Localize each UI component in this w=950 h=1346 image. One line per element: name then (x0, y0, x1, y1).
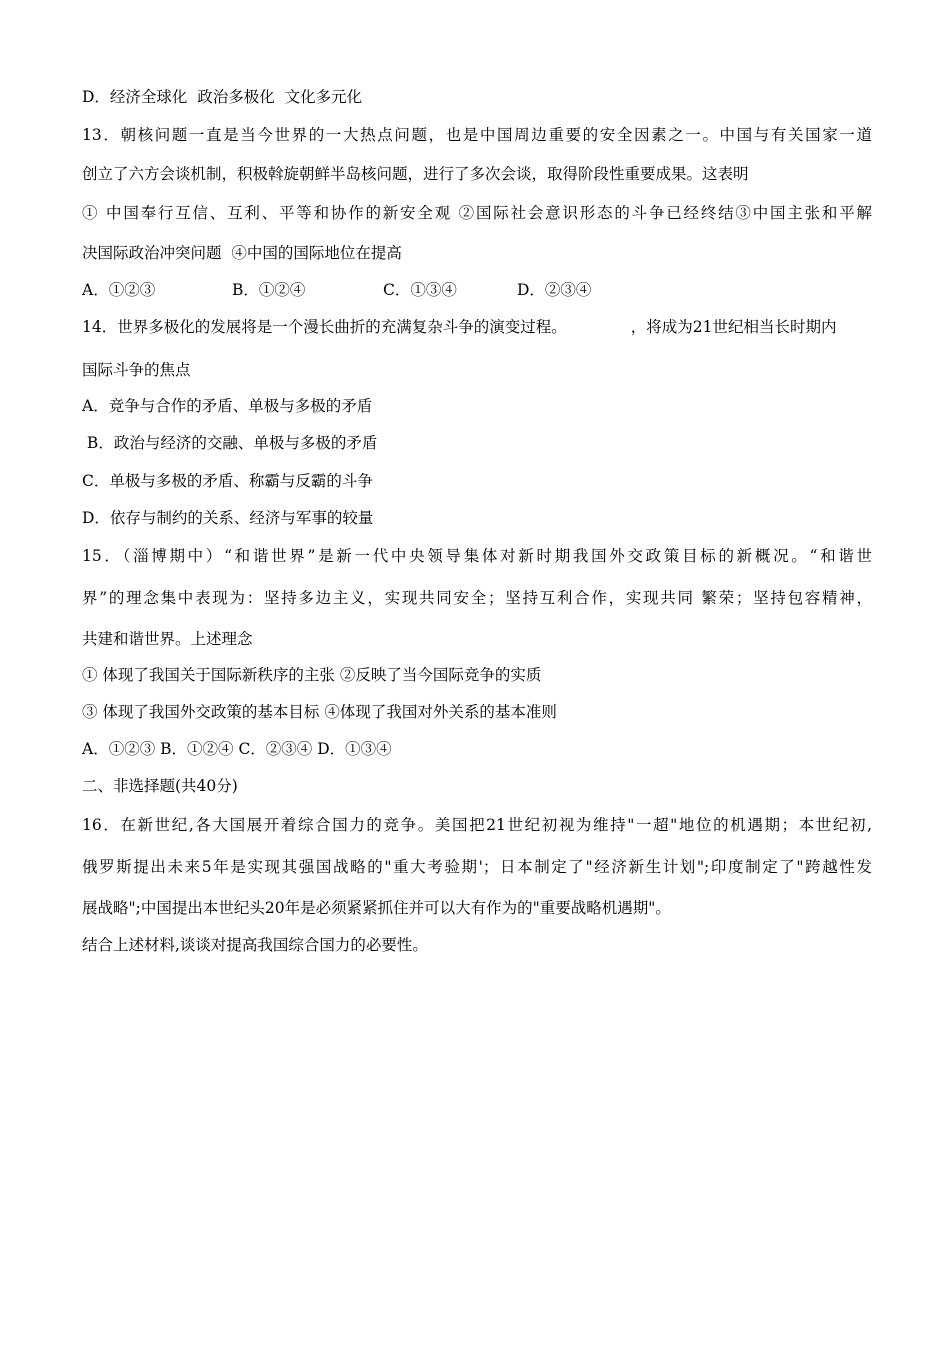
q13-items-line-2: 决国际政治冲突问题 ④中国的国际地位在提高 (82, 244, 402, 262)
q14-option-d: D．依存与制约的关系、经济与军事的较量 (82, 509, 374, 527)
q16-stem-line-1: 16．在新世纪,各大国展开着综合国力的竞争。美国把21世纪初视为维持"一超"地位的机遇期；本世纪初, (82, 816, 872, 834)
q13-option-d: D．②③④ (517, 281, 592, 299)
q16-stem-line-3: 展战略";中国提出本世纪头20年是必须紧紧抓住并可以大有作为的"重要战略机遇期"。 (82, 899, 671, 917)
q14-stem-line-1: 14．世界多极化的发展将是一个漫长曲折的充满复杂斗争的演变过程。 ，将成为21世纪相当长时期内 (82, 318, 837, 336)
q12-option-d: D．经济全球化 政治多极化 文化多元化 (82, 88, 363, 106)
q15-stem-line-1: 15．（淄博期中）“和谐世界”是新一代中央领导集体对新时期我国外交政策目标的新概况。“和谐世 (82, 547, 872, 565)
q14-option-a: A．竞争与合作的矛盾、单极与多极的矛盾 (82, 397, 373, 415)
q13-option-c: C．①③④ (383, 281, 457, 299)
q15-stem-line-3: 共建和谐世界。上述理念 (82, 630, 253, 648)
q16-stem-line-2: 俄罗斯提出未来5年是实现其强国战略的"重大考验期'；日本制定了"经济新生计划";印度制定了"跨越性发 (82, 858, 872, 876)
q13-options (82, 280, 591, 300)
q15-options: A．①②③ B．①②④ C．②③④ D．①③④ (82, 740, 392, 758)
q15-items-line-1: ① 体现了我国关于国际新秩序的主张 ②反映了当今国际竞争的实质 (82, 666, 542, 684)
q14-option-b: B．政治与经济的交融、单极与多极的矛盾 (82, 434, 378, 452)
q13-option-a: A．①②③ (82, 281, 156, 299)
q15-stem-line-2: 界”的理念集中表现为：坚持多边主义，实现共同安全；坚持互利合作，实现共同 繁荣；坚持包容精神， (82, 589, 872, 607)
q13-option-b: B．①②④ (232, 281, 306, 299)
q13-items-line-1: ① 中国奉行互信、互利、平等和协作的新安全观 ②国际社会意识形态的斗争已经终结③中国主张和平解 (82, 204, 872, 222)
section-2-heading: 二、非选择题(共40分) (82, 777, 238, 795)
q14-option-c: C．单极与多极的矛盾、称霸与反霸的斗争 (82, 472, 373, 490)
q14-stem-line-2: 国际斗争的焦点 (82, 361, 191, 379)
q13-stem-line-1: 13．朝核问题一直是当今世界的一大热点问题，也是中国周边重要的安全因素之一。中国与有关国家一道 (82, 126, 872, 144)
q16-prompt: 结合上述材料,谈谈对提高我国综合国力的必要性。 (82, 936, 428, 954)
q15-items-line-2: ③ 体现了我国外交政策的基本目标 ④体现了我国对外关系的基本准则 (82, 703, 557, 721)
q13-stem-line-2: 创立了六方会谈机制，积极斡旋朝鲜半岛核问题，进行了多次会谈，取得阶段性重要成果。这表明 (82, 165, 749, 183)
